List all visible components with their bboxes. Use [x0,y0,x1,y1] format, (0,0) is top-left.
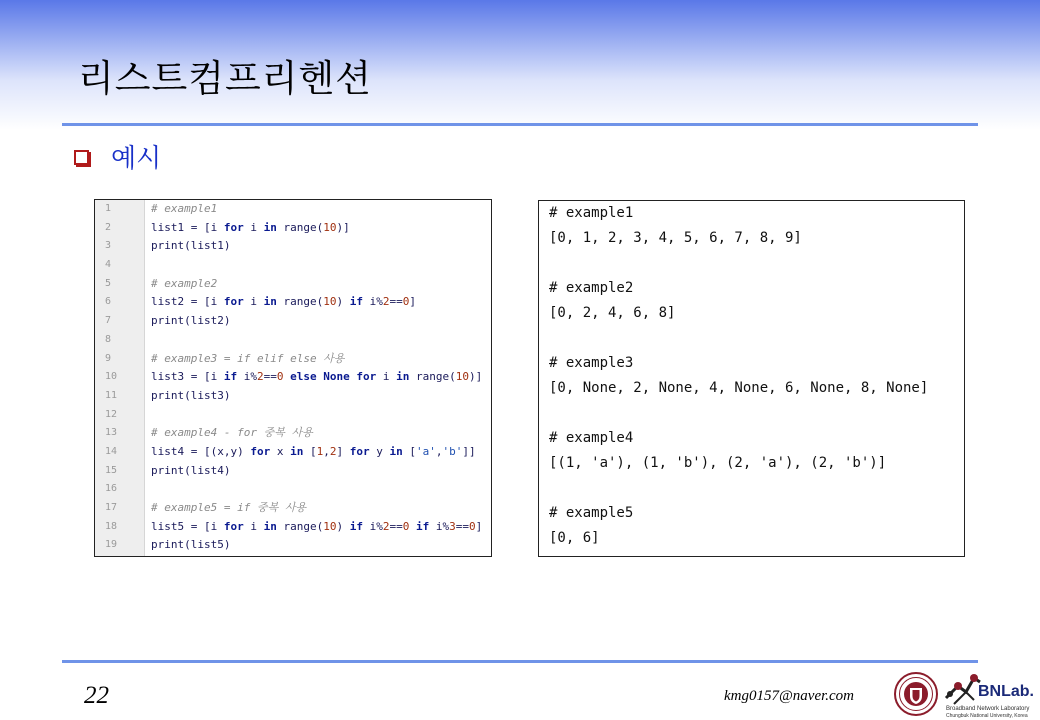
code-text [145,499,306,518]
line-number: 17 [105,502,118,513]
code-token: in [263,519,277,533]
code-token: x [270,444,291,458]
code-line [95,275,491,294]
code-line [95,350,491,369]
output-line: [(1, 'a'), (1, 'b'), (2, 'a'), (2, 'b')] [549,455,887,471]
code-token: list2 = [i [151,295,224,309]
line-number: 12 [105,408,118,420]
code-token: range( [276,519,324,533]
code-token: for [223,519,244,533]
code-token: list4 = [(x,y) [151,444,251,458]
title-divider [62,123,978,126]
code-token: 10 [323,519,337,533]
code-token: 0 [402,295,410,309]
code-token: 0 [276,370,284,384]
line-number: 16 [105,483,118,495]
university-seal-logo [894,672,938,716]
code-text [145,518,482,537]
code-text [145,387,230,406]
code-token: range( [276,220,324,234]
bullet-heading-text: 예시 [111,144,162,174]
line-number: 2 [105,221,112,233]
code-token: 2 [256,370,264,384]
code-token: for [223,220,244,234]
code-text [145,293,416,312]
output-line: [0, 6] [549,530,600,546]
code-token: 2 [382,519,390,533]
code-token: if [349,295,363,309]
code-token: for [223,295,244,309]
code-token: i% [362,295,383,309]
line-number: 14 [105,445,118,457]
code-token: 10 [455,370,469,384]
code-text [145,275,217,294]
code-token: y [369,444,390,458]
line-number: 19 [105,539,118,551]
code-token: print(list3) [151,388,231,402]
code-line [95,219,491,238]
code-line [95,443,491,462]
code-line [95,462,491,481]
line-number: 7 [105,315,112,327]
code-token: print(list2) [151,314,231,328]
code-token: == [389,519,403,533]
line-number: 6 [105,296,112,308]
code-line [95,424,491,443]
code-line [95,480,491,499]
lab-logo-sub1: Broadband Network Laboratory [946,706,1030,712]
code-line [95,237,491,256]
code-token: in [389,444,403,458]
lab-logo-name: BNLab. [978,683,1034,700]
code-token: in [396,370,410,384]
code-token: if [349,519,363,533]
code-token: [ [402,444,416,458]
output-line: # example1 [549,205,634,221]
code-token: 0 [402,519,410,533]
code-line [95,312,491,331]
code-line [95,536,491,555]
code-token: )] [468,370,483,384]
code-text [145,237,230,256]
line-number: 11 [105,389,118,401]
line-number: 3 [105,240,112,252]
line-number: 5 [105,277,112,289]
code-token: list1 = [i [151,220,224,234]
code-panel [94,199,492,557]
code-token: # example5 = if 중복 사용 [151,501,307,514]
code-line [95,256,491,275]
code-token: == [455,519,469,533]
code-token: 10 [323,295,337,309]
code-token: in [290,444,304,458]
code-text [145,480,151,499]
code-line [95,368,491,387]
code-token: print(list5) [151,538,231,552]
code-text [145,200,217,219]
code-text [145,368,482,387]
code-token: )] [336,220,350,234]
code-token: for [356,370,377,384]
code-token: list3 = [i [151,370,224,384]
code-line [95,387,491,406]
code-token: 2 [329,444,337,458]
code-token: , [435,444,443,458]
code-token: # example2 [151,276,218,290]
code-token: 1 [316,444,324,458]
code-token: print(list4) [151,463,231,477]
line-number: 9 [105,352,112,364]
code-token: 0 [468,519,476,533]
code-token: if [415,519,430,533]
code-token: ] [409,295,416,309]
code-token: list5 = [i [151,519,224,533]
code-token: range( [409,370,456,384]
code-token: ) [336,295,350,309]
output-line: # example2 [549,280,634,296]
code-line [95,293,491,312]
slide-title: 리스트컴프리헨션 [78,57,372,100]
line-number: 4 [105,259,112,271]
code-token: in [263,295,277,309]
code-token: , [323,444,330,458]
code-token: 'a' [415,444,436,458]
code-token: i [376,370,397,384]
code-text [145,219,350,238]
code-token: if [223,370,238,384]
code-token: == [263,370,277,384]
footer-divider [62,660,978,663]
output-line: [0, 1, 2, 3, 4, 5, 6, 7, 8, 9] [549,230,802,246]
code-line [95,406,491,425]
line-number: 10 [105,371,118,383]
code-token: i% [237,370,257,384]
code-token: range( [276,295,324,309]
code-text [145,312,230,331]
code-text [145,462,230,481]
output-panel [538,200,965,557]
line-number: 13 [105,427,118,439]
code-token: for [250,444,271,458]
code-token: print(list1) [151,239,231,253]
code-token: # example3 = if elif else 사용 [151,351,345,365]
line-number: 15 [105,464,118,476]
code-token: None [323,370,350,384]
code-text [145,331,151,350]
output-line: [0, None, 2, None, 4, None, 6, None, 8, None] [549,380,929,396]
code-token: i% [362,519,383,533]
code-line [95,331,491,350]
output-line: [0, 2, 4, 6, 8] [549,305,676,321]
line-number: 8 [105,333,112,345]
author-email: kmg0157@naver.com [724,688,855,704]
output-line: # example5 [549,505,634,521]
code-token: 3 [449,519,456,533]
code-token: in [263,220,277,234]
code-line [95,200,491,219]
code-token: i [243,220,264,234]
bnlab-logo [940,664,1038,720]
line-number: 1 [105,203,112,214]
code-token: i [243,295,264,309]
code-token: [ [303,444,317,458]
code-text [145,424,313,443]
lab-logo-sub2: Chungbuk National University, Korea [946,713,1028,719]
code-token: ] [475,519,483,533]
code-token: # example4 - for 중복 사용 [151,426,313,440]
code-text [145,443,476,462]
code-token: 2 [382,295,390,309]
square-bullet-icon [74,150,89,165]
code-token: ) [336,519,350,533]
code-token: ]] [462,444,476,458]
code-token: for [349,444,370,458]
code-token: i% [429,519,450,533]
code-token: ] [336,444,350,458]
code-token: else [290,370,317,384]
code-text [145,406,151,425]
code-lines [95,200,491,555]
code-token: # example1 [151,202,218,215]
line-number: 18 [105,520,118,532]
code-token: == [389,295,403,309]
code-text [145,350,344,369]
bullet-heading [74,138,161,175]
code-line [95,518,491,537]
code-line [95,499,491,518]
output-line: # example3 [549,355,634,371]
output-line: # example4 [549,430,634,446]
code-token: 'b' [442,444,463,458]
page-number: 22 [84,682,109,709]
code-token: i [243,519,264,533]
code-token: 10 [323,220,337,234]
code-text [145,536,230,555]
code-token [409,520,416,533]
code-text [145,256,151,275]
